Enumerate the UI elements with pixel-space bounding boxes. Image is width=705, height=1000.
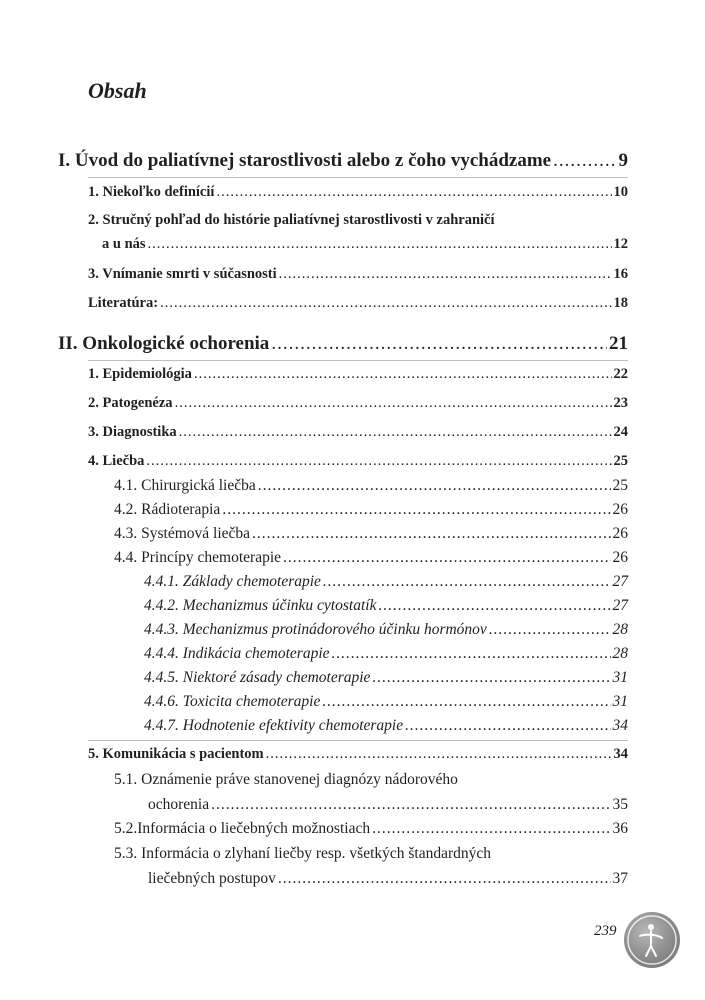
- leader-dots: [372, 820, 610, 838]
- toc-chapter[interactable]: [88, 746, 628, 763]
- toc-part-1[interactable]: [58, 150, 628, 172]
- toc-page: 16: [613, 266, 628, 282]
- toc-page: 31: [612, 693, 628, 710]
- toc-label: 4.4.3. Mechanizmus protinádorového účinku hormónov: [144, 621, 487, 638]
- leader-dots: [211, 796, 610, 814]
- toc-label: I. Úvod do paliatívnej starostlivosti alebo z čoho vychádzame: [58, 150, 552, 171]
- toc-label: ochorenia: [148, 796, 210, 813]
- toc-label: 4.4.1. Základy chemoterapie: [144, 573, 321, 590]
- toc-page: 31: [612, 669, 628, 686]
- leader-dots: [278, 870, 611, 888]
- toc-chapter[interactable]: [88, 184, 628, 201]
- divider: [88, 177, 628, 178]
- toc-page: 25: [612, 477, 628, 494]
- toc-page: 34: [613, 746, 628, 762]
- leader-dots: [216, 184, 611, 201]
- leader-dots: [332, 645, 611, 663]
- toc-section[interactable]: [114, 549, 628, 567]
- toc-page: 35: [612, 796, 628, 813]
- publisher-logo-icon: [624, 912, 680, 968]
- toc-label: II. Onkologické ochorenia: [58, 333, 270, 354]
- toc-page: 26: [612, 549, 628, 566]
- toc-page: 18: [613, 295, 628, 311]
- leader-dots: [279, 266, 612, 283]
- toc-page: 26: [612, 525, 628, 542]
- toc-label: 1. Niekoľko definícií: [88, 184, 215, 200]
- toc-chapter-line2[interactable]: [102, 236, 628, 253]
- leader-dots: [179, 424, 612, 441]
- toc-page: 27: [612, 597, 628, 614]
- toc-page: 10: [613, 184, 628, 200]
- toc-section[interactable]: [114, 477, 628, 495]
- leader-dots: [266, 746, 612, 763]
- toc-label: 3. Diagnostika: [88, 424, 177, 440]
- toc-page: 25: [613, 453, 628, 469]
- toc-label: 4.4.5. Niektoré zásady chemoterapie: [144, 669, 371, 686]
- toc-chapter-line1[interactable]: 2. Stručný pohľad do histórie paliatívnej starostlivosti v zahraničí: [88, 212, 495, 228]
- toc-page: 26: [612, 501, 628, 518]
- toc-section-line1[interactable]: 5.1. Oznámenie práve stanovenej diagnózy nádorového: [114, 771, 458, 788]
- toc-label: 4.4.6. Toxicita chemoterapie: [144, 693, 321, 710]
- toc-page: 24: [613, 424, 628, 440]
- toc-chapter[interactable]: [88, 366, 628, 383]
- toc-label: 4.4.4. Indikácia chemoterapie: [144, 645, 330, 662]
- leader-dots: [372, 669, 610, 687]
- leader-dots: [322, 693, 610, 711]
- toc-section-line2[interactable]: [148, 796, 628, 814]
- toc-label: 4.2. Rádioterapia: [114, 501, 221, 518]
- toc-subsection[interactable]: [144, 645, 628, 663]
- divider: [88, 360, 628, 361]
- toc-subsection[interactable]: [144, 573, 628, 591]
- leader-dots: [146, 453, 611, 470]
- leader-dots: [553, 150, 616, 172]
- toc-section-line2[interactable]: [148, 870, 628, 888]
- toc-page: 37: [612, 870, 628, 887]
- toc-subsection[interactable]: [144, 693, 628, 711]
- toc-chapter[interactable]: [88, 266, 628, 283]
- toc-label: 4.4.7. Hodnotenie efektivity chemoterapie: [144, 717, 404, 734]
- toc-page: 36: [612, 820, 628, 837]
- leader-dots: [175, 395, 612, 412]
- leader-dots: [323, 573, 611, 591]
- leader-dots: [252, 525, 610, 543]
- toc-label: 1. Epidemiológia: [88, 366, 192, 382]
- toc-section[interactable]: [114, 525, 628, 543]
- toc-label: 4.1. Chirurgická liečba: [114, 477, 256, 494]
- leader-dots: [405, 717, 610, 735]
- toc-label: 4.3. Systémová liečba: [114, 525, 251, 542]
- toc-label: 2. Patogenéza: [88, 395, 173, 411]
- toc-page: 28: [612, 645, 628, 662]
- toc-chapter[interactable]: [88, 295, 628, 312]
- toc-page: 27: [612, 573, 628, 590]
- toc-page: 9: [618, 150, 628, 171]
- toc-label: 3. Vnímanie smrti v súčasnosti: [88, 266, 277, 282]
- toc-subsection[interactable]: [144, 597, 628, 615]
- divider: [88, 740, 628, 741]
- toc-label: a u nás: [102, 236, 146, 252]
- toc-chapter[interactable]: [88, 453, 628, 470]
- toc-section[interactable]: [114, 501, 628, 519]
- figure-icon: [624, 912, 680, 968]
- leader-dots: [378, 597, 610, 615]
- toc-label: Literatúra:: [88, 295, 159, 311]
- toc-subsection[interactable]: [144, 669, 628, 687]
- toc-page: 34: [612, 717, 628, 734]
- toc-page: 22: [613, 366, 628, 382]
- table-of-contents: [58, 0, 628, 1000]
- toc-label: 4.4.2. Mechanizmus účinku cytostatík: [144, 597, 377, 614]
- toc-chapter[interactable]: [88, 424, 628, 441]
- leader-dots: [271, 333, 607, 355]
- toc-subsection[interactable]: [144, 621, 628, 639]
- toc-label: liečebných postupov: [148, 870, 276, 887]
- toc-subsection[interactable]: [144, 717, 628, 735]
- toc-section[interactable]: [114, 820, 628, 838]
- toc-part-2[interactable]: [58, 333, 628, 355]
- leader-dots: [489, 621, 611, 639]
- toc-label: 4. Liečba: [88, 453, 145, 469]
- toc-page: 12: [613, 236, 628, 252]
- leader-dots: [194, 366, 612, 383]
- toc-label: 5. Komunikácia s pacientom: [88, 746, 264, 762]
- toc-label: 4.4. Princípy chemoterapie: [114, 549, 282, 566]
- leader-dots: [148, 236, 612, 253]
- leader-dots: [160, 295, 611, 312]
- leader-dots: [283, 549, 610, 567]
- toc-section-line1[interactable]: 5.3. Informácia o zlyhaní liečby resp. všetkých štandardných: [114, 845, 492, 862]
- page-title: Obsah: [88, 78, 147, 103]
- toc-chapter[interactable]: [88, 395, 628, 412]
- toc-page: 23: [613, 395, 628, 411]
- leader-dots: [222, 501, 610, 519]
- leader-dots: [258, 477, 611, 495]
- toc-label: 5.2.Informácia o liečebných možnostiach: [114, 820, 371, 837]
- toc-page: 21: [609, 333, 628, 354]
- page-number: 239: [594, 923, 617, 939]
- toc-page: 28: [612, 621, 628, 638]
